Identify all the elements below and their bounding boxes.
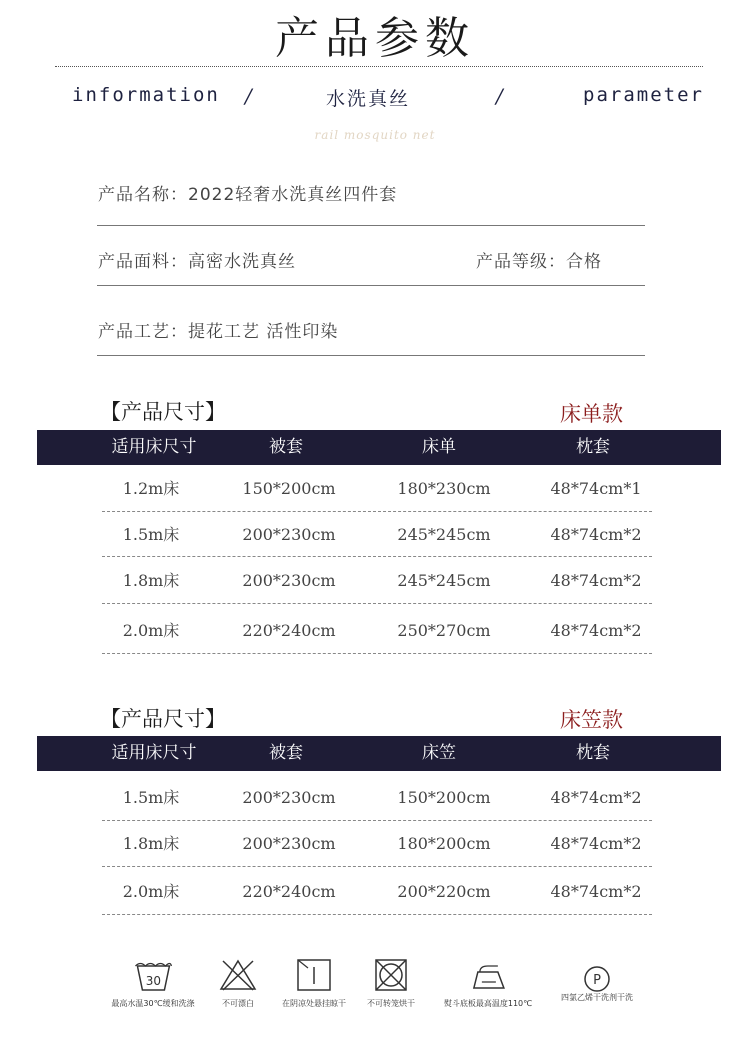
product-grade: 产品等级：合格: [476, 252, 602, 272]
no-tumble-dry-icon: [367, 958, 415, 992]
header-bed-size: 适用床尺寸: [111, 437, 197, 457]
cell-duvet: 200*230cm: [242, 525, 336, 544]
line-dry-shade-icon: [282, 958, 346, 992]
variant-label-fitted: 床笠款: [560, 708, 623, 732]
row-divider: [102, 556, 652, 557]
care-label: 在阴凉处悬挂晾干: [282, 999, 346, 1008]
cell-pillowcase: 48*74cm*2: [550, 882, 642, 901]
dry-clean-letter: P: [593, 973, 601, 988]
care-label: 不可转笼烘干: [367, 999, 415, 1008]
table-row: [0, 561, 750, 601]
care-label: 不可漂白: [222, 999, 254, 1008]
iron-icon: [444, 958, 532, 992]
care-iron: [444, 958, 532, 1009]
subheader-slash-left: /: [245, 84, 252, 108]
table-row: [0, 469, 750, 509]
cell-bed-size: 2.0m床: [122, 621, 180, 640]
table-header: [37, 736, 721, 771]
cell-bed-size: 1.2m床: [122, 479, 180, 498]
subheader-parameter: parameter: [583, 84, 704, 106]
cell-duvet: 200*230cm: [242, 834, 336, 853]
cell-duvet: 220*240cm: [242, 621, 336, 640]
subheader-slash-right: /: [496, 84, 503, 108]
header-duvet: 被套: [269, 437, 303, 457]
page-title: 产品参数: [275, 13, 475, 64]
care-label: 四氯乙烯干洗剂干洗: [561, 993, 633, 1002]
cell-bed-size: 1.5m床: [122, 525, 180, 544]
care-label: 熨斗底板最高温度110℃: [443, 999, 533, 1008]
subheader-center: 水洗真丝: [326, 88, 411, 110]
header-pillowcase: 枕套: [576, 437, 610, 457]
header-duvet: 被套: [269, 743, 303, 763]
cell-pillowcase: 48*74cm*2: [550, 571, 642, 590]
care-wash-30: [111, 958, 194, 1009]
info-divider: [97, 225, 645, 226]
cell-pillowcase: 48*74cm*1: [550, 479, 642, 498]
table-row: [0, 611, 750, 651]
row-divider: [102, 603, 652, 604]
row-divider: [102, 511, 652, 512]
size-section-label: 【产品尺寸】: [100, 400, 226, 424]
header-pillowcase: 枕套: [576, 743, 610, 763]
table-row: [0, 872, 750, 912]
care-dry-clean: [561, 958, 633, 1003]
table-row: [0, 824, 750, 864]
cell-pillowcase: 48*74cm*2: [550, 788, 642, 807]
row-divider: [102, 820, 652, 821]
wash-temp-number: 30: [145, 974, 161, 988]
care-line-dry-shade: [282, 958, 346, 1009]
cell-pillowcase: 48*74cm*2: [550, 621, 642, 640]
cell-duvet: 200*230cm: [242, 571, 336, 590]
cell-sheet: 245*245cm: [397, 571, 491, 590]
product-name: 产品名称：2022轻奢水洗真丝四件套: [98, 185, 398, 205]
cell-duvet: 200*230cm: [242, 788, 336, 807]
cell-pillowcase: 48*74cm*2: [550, 525, 642, 544]
cell-bed-size: 1.8m床: [122, 834, 180, 853]
row-divider: [102, 866, 652, 867]
dry-clean-p-icon: [561, 958, 633, 992]
care-no-tumble-dry: [367, 958, 415, 1009]
no-bleach-icon: [218, 958, 258, 992]
care-label: 最高水温30℃缓和洗涤: [111, 999, 195, 1008]
table-row: [0, 778, 750, 818]
cell-bed-size: 2.0m床: [122, 882, 180, 901]
cell-fitted-sheet: 200*220cm: [397, 882, 491, 901]
cell-duvet: 220*240cm: [242, 882, 336, 901]
info-divider: [97, 355, 645, 356]
info-divider: [97, 285, 645, 286]
row-divider: [102, 653, 652, 654]
header-fitted-sheet: 床笠: [422, 743, 456, 763]
title-divider: [55, 66, 703, 67]
cell-fitted-sheet: 150*200cm: [397, 788, 491, 807]
variant-label-sheet: 床单款: [560, 402, 623, 426]
table-header: [37, 430, 721, 465]
product-fabric: 产品面料：高密水洗真丝: [98, 252, 296, 272]
header-bed-size: 适用床尺寸: [111, 743, 197, 763]
cell-sheet: 245*245cm: [397, 525, 491, 544]
size-section-label: 【产品尺寸】: [100, 707, 226, 731]
header-sheet: 床单: [422, 437, 456, 457]
cell-bed-size: 1.8m床: [122, 571, 180, 590]
row-divider: [102, 914, 652, 915]
cell-sheet: 250*270cm: [397, 621, 491, 640]
cell-duvet: 150*200cm: [242, 479, 336, 498]
cell-fitted-sheet: 180*200cm: [397, 834, 491, 853]
cell-bed-size: 1.5m床: [122, 788, 180, 807]
script-watermark: rail mosquito net: [314, 128, 436, 142]
cell-pillowcase: 48*74cm*2: [550, 834, 642, 853]
care-no-bleach: [218, 958, 258, 1009]
wash-30-icon: [111, 958, 194, 992]
cell-sheet: 180*230cm: [397, 479, 491, 498]
product-craft: 产品工艺：提花工艺 活性印染: [98, 322, 339, 342]
table-row: [0, 515, 750, 555]
subheader-information: information: [72, 84, 220, 106]
